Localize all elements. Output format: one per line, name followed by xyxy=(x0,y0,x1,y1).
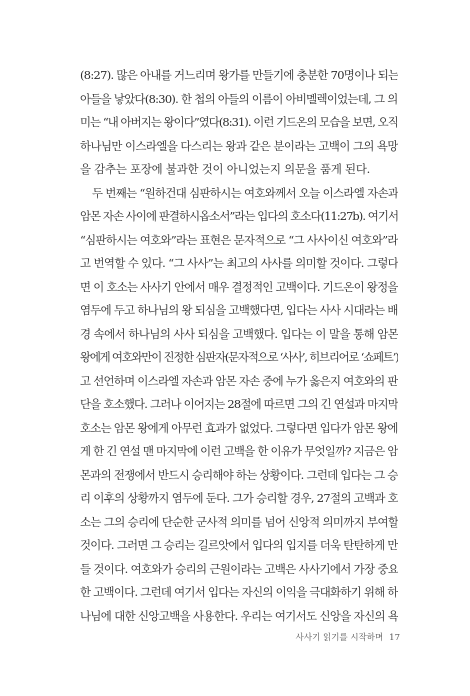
page-footer xyxy=(296,631,400,643)
text-line: 몬과의 전쟁에서 반드시 승리해야 하는 상황이다. 그런데 입다는 그 승 xyxy=(80,467,398,482)
running-title: 사사기 읽기를 시작하며 xyxy=(295,633,384,643)
text-line: 것이다. 그러면 그 승리는 길르앗에서 입다의 입지를 더욱 탄탄하게 만 xyxy=(80,538,398,552)
text-line: 단을 호소했다. 그러나 이어지는 28절에 따르면 그의 긴 연설과 마지막 xyxy=(80,397,398,411)
page-number: 17 xyxy=(389,633,400,643)
text-line: 염두에 두고 하나님의 왕 되심을 고백했다면, 입다는 사사 시대라는 배 xyxy=(80,303,398,317)
text-line: 게 한 긴 연설 맨 마지막에 이런 고백을 한 이유가 무엇일까? 지금은 암 xyxy=(80,444,398,458)
text-line: 암몬 자손 사이에 판결하시옵소서”라는 입다의 호소다(11:27b). 여기서 xyxy=(80,209,398,223)
text-line: 면 이 호소는 사사기 안에서 매우 결정적인 고백이다. 기드온이 왕정을 xyxy=(80,279,398,294)
text-line: 아들을 낳았다(8:30). 한 첩의 아들의 이름이 아비멜렉이었는데, 그 의 xyxy=(80,91,398,106)
text-line: “심판하시는 여호와”라는 표현은 문자적으로 “그 사사이신 여호와”라 xyxy=(80,232,398,247)
body-text xyxy=(80,64,398,628)
text-line: 한 고백이다. 그런데 여기서 입다는 자신의 이익을 극대화하기 위해 하 xyxy=(80,585,398,599)
text-line: 미는 “내 아버지는 왕이다”였다(8:31). 이런 기드온의 모습을 보면, 오직 xyxy=(80,115,398,129)
text-line: (8:27). 많은 아내를 거느리며 왕가를 만들기에 충분한 70명이나 되는 xyxy=(80,68,398,82)
text-line: 나님에 대한 신앙고백을 사용한다. 우리는 여기서도 신앙을 자신의 욕 xyxy=(80,608,398,623)
text-line: 경 속에서 하나님의 사사 되심을 고백했다. 입다는 이 말을 통해 암몬 xyxy=(80,326,398,341)
text-line: 두 번째는 “원하건대 심판하시는 여호와께서 오늘 이스라엘 자손과 xyxy=(92,185,398,200)
text-line: 왕에게 여호와만이 진정한 심판자(문자적으로 ‘사사’, 히브리어로 ‘쇼페트’) xyxy=(80,350,398,364)
text-line: 호소는 암몬 왕에게 아무런 효과가 없었다. 그렇다면 입다가 암몬 왕에 xyxy=(80,420,398,435)
text-line: 을 감추는 포장에 불과한 것이 아니었는지 의문을 품게 된다. xyxy=(80,162,371,176)
text-line: 리 이후의 상황까지 염두에 둔다. 그가 승리할 경우, 27절의 고백과 호 xyxy=(80,491,398,505)
text-line: 고 선언하며 이스라엘 자손과 암몬 자손 중에 누가 옳은지 여호와의 판 xyxy=(80,373,398,388)
text-line: 하나님만 이스라엘을 다스리는 왕과 같은 분이라는 고백이 그의 욕망 xyxy=(80,138,398,153)
text-line: 고 번역할 수 있다. “그 사사”는 최고의 사사를 의미할 것이다. 그렇다 xyxy=(80,256,398,270)
text-line: 소는 그의 승리에 단순한 군사적 의미를 넘어 신앙적 의미까지 부여할 xyxy=(80,514,398,529)
text-line: 들 것이다. 여호와가 승리의 근원이라는 고백은 사사기에서 가장 중요 xyxy=(80,561,398,576)
